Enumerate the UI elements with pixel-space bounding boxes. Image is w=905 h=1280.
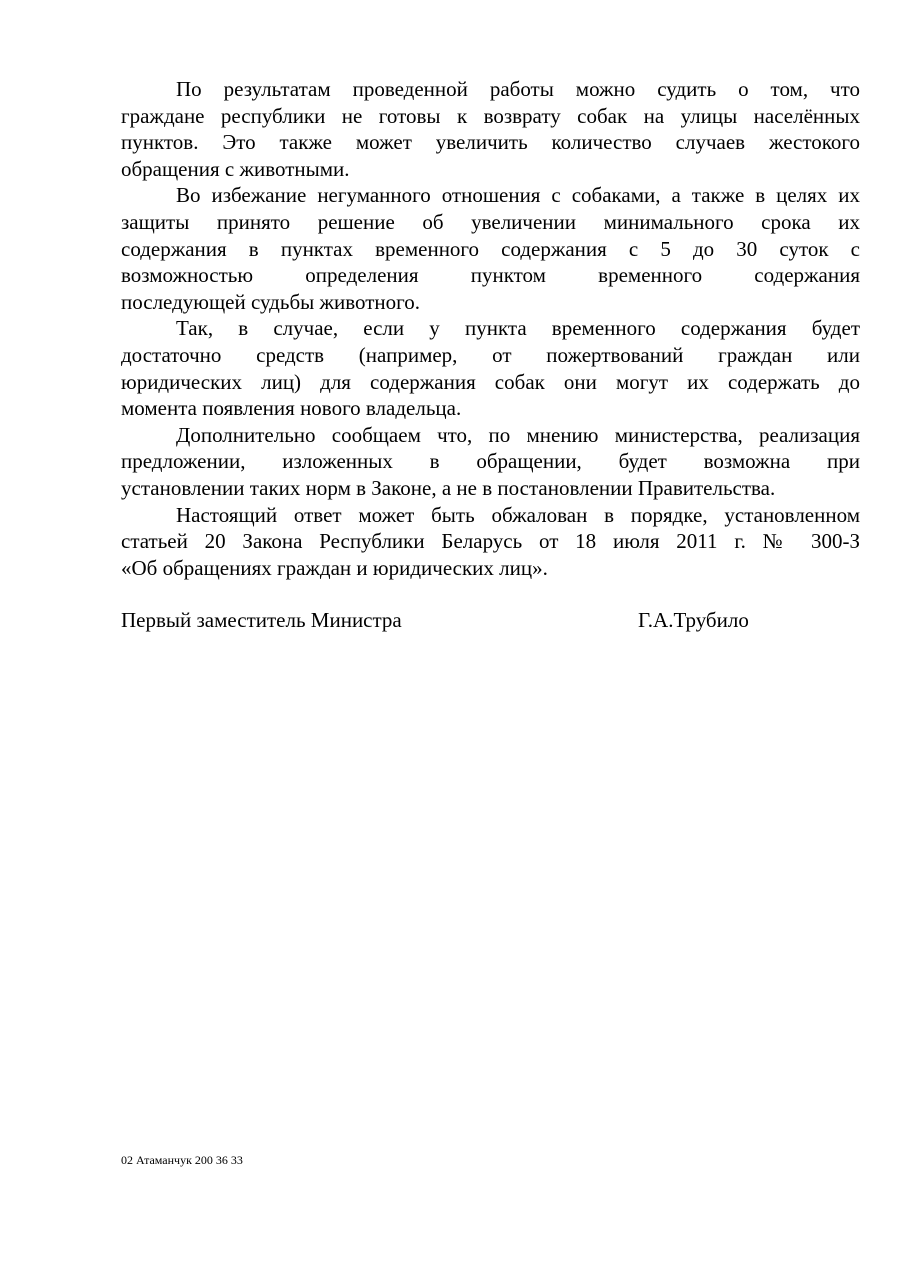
executor-footer: 02 Атаманчук 200 36 33	[121, 1153, 243, 1167]
text-line: юридических лиц) для содержания собак они могут их содержать до	[121, 369, 860, 394]
text-line: возможностью определения пунктом временного содержания	[121, 263, 860, 288]
text-line: предложении, изложенных в обращении, будет возможна при	[121, 449, 860, 474]
text-line: статьей 20 Закона Республики Беларусь от 18 июля 2011 г. № 300-З	[121, 529, 860, 554]
letter-body	[121, 76, 860, 581]
text-line: Дополнительно сообщаем что, по мнению министерства, реализация	[176, 422, 860, 447]
text-line: установлении таких норм в Законе, а не в постановлении Правительства.	[121, 475, 776, 500]
text-line: По результатам проведенной работы можно судить о том, что	[176, 77, 860, 101]
text-line: защиты принято решение об увеличении минимального срока их	[121, 209, 860, 234]
text-line: «Об обращениях граждан и юридических лиц».	[121, 555, 548, 580]
text-line: Во избежание негуманного отношения с собаками, а также в целях их	[176, 183, 860, 208]
text-line: обращения с животными.	[121, 156, 350, 181]
text-line: пунктов. Это также может увеличить количество случаев жестокого	[121, 130, 860, 155]
text-line: последующей судьбы животного.	[121, 289, 420, 314]
signatory-name: Г.А.Трубило	[638, 608, 749, 632]
paragraph	[121, 76, 860, 182]
text-line: Так, в случае, если у пункта временного содержания будет	[176, 316, 860, 341]
paragraph	[121, 502, 860, 582]
text-line: Настоящий ответ может быть обжалован в порядке, установленном	[176, 502, 860, 527]
text-line: достаточно средств (например, от пожертвований граждан или	[121, 342, 860, 367]
text-line: граждане республики не готовы к возврату собак на улицы населённых	[121, 103, 860, 128]
text-line: момента появления нового владельца.	[121, 396, 462, 421]
paragraph	[121, 182, 860, 315]
paragraph	[121, 315, 860, 421]
paragraph	[121, 422, 860, 502]
signatory-title: Первый заместитель Министра	[121, 608, 402, 632]
text-line: содержания в пунктах временного содержания с 5 до 30 суток с	[121, 236, 860, 261]
